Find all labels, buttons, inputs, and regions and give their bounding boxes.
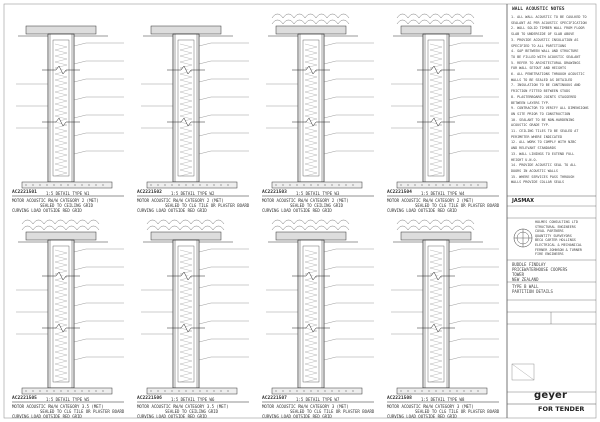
drawing-title-line: TYPE B WALL xyxy=(512,284,539,289)
detail-seal-note: SEALED TO CLG TILE OR PLASTER BOARD xyxy=(290,409,375,414)
detail-seal-note: SEALED TO CLG TILE OR PLASTER BOARD xyxy=(415,409,500,414)
detail-code: AC2221506 xyxy=(137,396,162,401)
note-line: 8. PLASTERBOARD JOINTS STAGGERED xyxy=(511,94,577,99)
project-line: TOWER xyxy=(512,272,525,277)
note-line: WALLS PROVIDE COLLAR SEALS xyxy=(511,180,565,185)
notes-title: WALL ACOUSTIC NOTES xyxy=(512,7,565,12)
note-line: PERIMETER WHERE INDICATED xyxy=(511,134,563,139)
note-line: DOORS IN ACOUSTIC WALLS xyxy=(511,168,558,173)
project-line: BUDDLE FINDLAY xyxy=(512,262,546,267)
project-name xyxy=(512,262,567,282)
detail-title: 1:5 DETAIL TYPE W4 xyxy=(421,191,465,196)
detail-code: AC2221503 xyxy=(262,190,287,195)
detail-load-note: CURVING LOAD OUTSIDE RED GRID xyxy=(12,414,82,419)
note-line: SPECIFIED TO ALL PARTITIONS xyxy=(511,43,567,48)
detail-title: 1:5 DETAIL TYPE W2 xyxy=(171,191,215,196)
detail-subtitle: MOTOR ACOUSTIC RW/W CATEGORY 3.5 (MET) xyxy=(137,404,229,409)
notes-list xyxy=(511,15,595,186)
brand-logo: geyer xyxy=(534,390,568,401)
consultant-line: ELECTRICAL & MECHANICAL xyxy=(535,242,582,247)
detail-subtitle: MOTOR ACOUSTIC RW/W CATEGORY 3 (MET) xyxy=(262,404,349,409)
consultant-line: BECA CARTER HOLLINGS xyxy=(535,238,576,243)
note-line: 9. CONTRACTOR TO VERIFY ALL DIMENSIONS xyxy=(511,106,589,111)
note-line: FRICTION FITTED BETWEEN STUDS xyxy=(511,89,571,94)
consultant-line: HOLMES CONSULTING LTD xyxy=(535,220,578,224)
project-line: PRICEWATERHOUSE COOPERS xyxy=(512,267,568,272)
detail-code: AC2221504 xyxy=(387,190,412,195)
detail-title: 1:5 DETAIL TYPE W7 xyxy=(296,397,340,402)
detail-load-note: CURVING LOAD OUTSIDE RED GRID xyxy=(137,208,207,213)
note-line: SEALANT AS PER ACOUSTIC SPECIFICATION xyxy=(511,20,587,25)
note-line: 11. CEILING TILES TO BE SEALED AT xyxy=(511,129,579,134)
detail-load-note: CURVING LOAD OUTSIDE RED GRID xyxy=(387,414,457,419)
detail-seal-note: SEALED TO CLG TILE OR PLASTER BOARD xyxy=(415,203,500,208)
drawing-title-line: PARTITION DETAILS xyxy=(512,289,553,294)
note-line: SLAB TO UNDERSIDE OF SLAB ABOVE xyxy=(511,32,575,37)
detail-subtitle: MOTOR ACOUSTIC RW/W CATEGORY 2 (MET) xyxy=(12,198,99,203)
consultant-line: FIRE ENGINEERS xyxy=(535,252,564,257)
note-line: WALLS TO BE SEALED AS DETAILED xyxy=(511,77,573,82)
detail-title: 1:5 DETAIL TYPE W1 xyxy=(46,191,90,196)
note-line: 2. WALL SOLID TIMBER WALL FROM FLOOR xyxy=(511,26,585,31)
detail-code: AC2221507 xyxy=(262,396,287,401)
detail-code: AC2221501 xyxy=(12,190,37,195)
status-label: FOR TENDER xyxy=(538,405,585,413)
detail-load-note: CURVING LOAD OUTSIDE RED GRID xyxy=(12,208,82,213)
note-line: 13. WALL LININGS TO EXTEND FULL xyxy=(511,151,575,156)
note-line: HEIGHT U.N.O. xyxy=(511,157,538,162)
detail-subtitle: MOTOR ACOUSTIC RW/W CATEGORY 3.5 (MET) xyxy=(12,404,104,409)
note-line: 5. REFER TO ARCHITECTURAL DRAWINGS xyxy=(511,60,581,65)
detail-code: AC2221508 xyxy=(387,396,412,401)
detail-seal-note: SEALED TO CLG TILE OR PLASTER BOARD xyxy=(165,203,250,208)
detail-subtitle: MOTOR ACOUSTIC RW/W CATEGORY 2 (MET) xyxy=(137,198,224,203)
detail-seal-note: SEALED TO CEILING GRID xyxy=(165,409,218,414)
detail-title: 1:5 DETAIL TYPE W5 xyxy=(46,397,90,402)
detail-seal-note: SEALED TO CEILING GRID xyxy=(40,203,93,208)
note-line: 1. ALL WALL ACOUSTIC TO BE CAULKED TO xyxy=(511,15,587,19)
consultant-line: STRUCTURAL ENGINEERS xyxy=(535,224,576,229)
note-line: BETWEEN LAYERS TYP. xyxy=(511,100,550,105)
detail-subtitle: MOTOR ACOUSTIC RW/W CATEGORY 2 (MET) xyxy=(262,198,349,203)
consultant-line: QUANTITY SURVEYORS xyxy=(535,233,572,238)
note-line: ON SITE PRIOR TO CONSTRUCTION xyxy=(511,111,571,116)
detail-subtitle: MOTOR ACOUSTIC RW/W CATEGORY 3 (MET) xyxy=(387,404,474,409)
note-line: FOR WALL SETOUT AND HEIGHTS xyxy=(511,66,567,71)
detail-code: AC2221505 xyxy=(12,396,37,401)
detail-load-note: CURVING LOAD OUTSIDE RED GRID xyxy=(262,414,332,419)
note-line: 15. WHERE SERVICES PASS THROUGH xyxy=(511,174,575,179)
note-line: 10. SEALANT TO BE NON-HARDENING xyxy=(511,117,575,122)
detail-seal-note: SEALED TO CLG TILE OR PLASTER BOARD xyxy=(40,409,125,414)
detail-load-note: CURVING LOAD OUTSIDE RED GRID xyxy=(262,208,332,213)
detail-title: 1:5 DETAIL TYPE W3 xyxy=(296,191,340,196)
note-line: TO BE FILLED WITH ACOUSTIC SEALANT xyxy=(511,54,581,59)
detail-load-note: CURVING LOAD OUTSIDE RED GRID xyxy=(387,208,457,213)
note-line: ACOUSTIC GRADE TYP. xyxy=(511,123,550,128)
drawing-title xyxy=(512,284,553,294)
project-line: NEW ZEALAND xyxy=(512,277,539,282)
detail-load-note: CURVING LOAD OUTSIDE RED GRID xyxy=(137,414,207,419)
consultants-list xyxy=(535,220,582,257)
note-line: 14. PROVIDE ACOUSTIC SEAL TO ALL xyxy=(511,163,577,168)
client-label: JASMAX xyxy=(512,198,535,204)
detail-seal-note: SEALED TO CEILING GRID xyxy=(290,203,343,208)
detail-code: AC2221502 xyxy=(137,190,162,195)
note-line: AND RELEVANT STANDARDS xyxy=(511,146,556,151)
note-line: 3. PROVIDE ACOUSTIC INSULATION AS xyxy=(511,37,579,42)
note-line: 6. ALL PENETRATIONS THROUGH ACOUSTIC xyxy=(511,72,585,77)
detail-subtitle: MOTOR ACOUSTIC RW/W CATEGORY 2 (MET) xyxy=(387,198,474,203)
consultant-line: COVAL PARTNERS xyxy=(535,229,564,234)
consultant-line: FERNER JOHNSON & TURNER xyxy=(535,247,582,252)
note-line: 7. INSULATION TO BE CONTINUOUS AND xyxy=(511,83,581,88)
note-line: 12. ALL WORK TO COMPLY WITH NZBC xyxy=(511,140,577,145)
detail-title: 1:5 DETAIL TYPE W6 xyxy=(171,397,215,402)
detail-title: 1:5 DETAIL TYPE W8 xyxy=(421,397,465,402)
note-line: 4. GAP BETWEEN WALL AND STRUCTURE xyxy=(511,49,579,54)
